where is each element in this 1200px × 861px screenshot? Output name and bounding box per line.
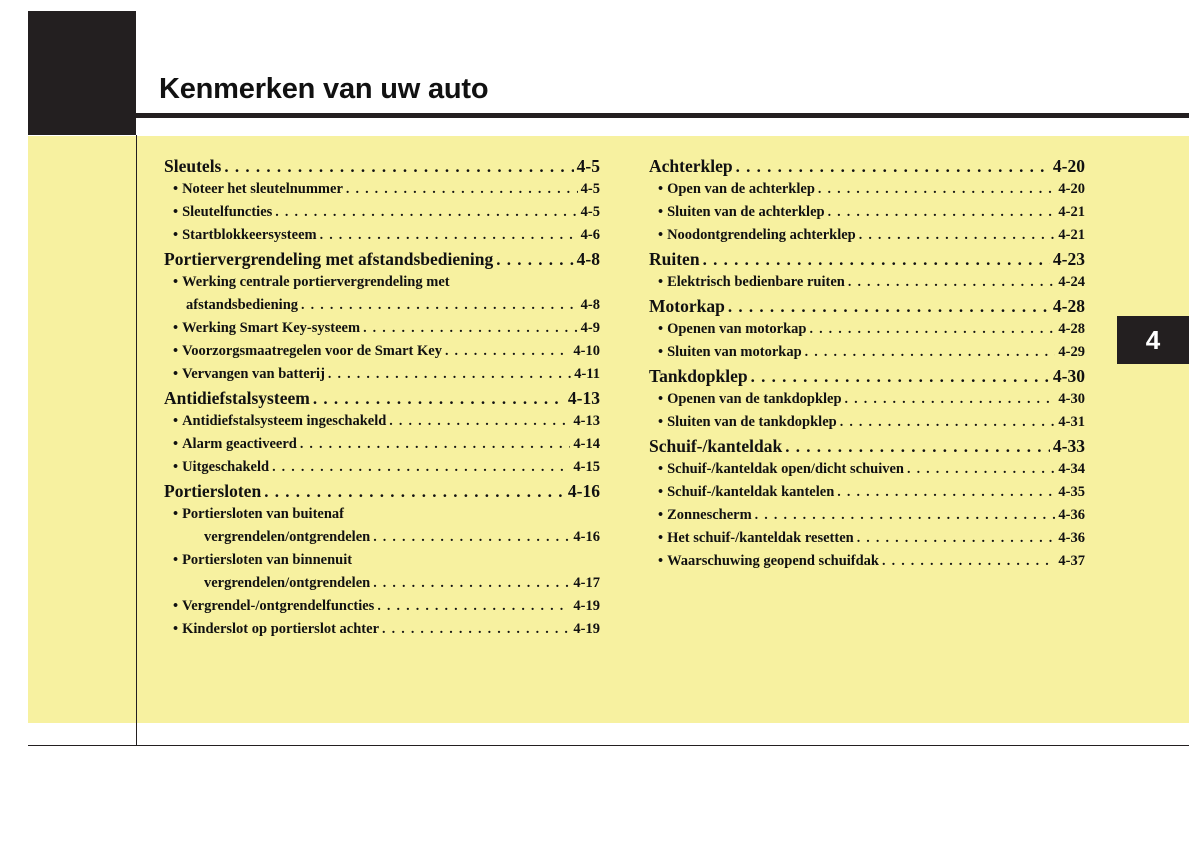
toc-entry-label: Portiersloten (164, 481, 262, 501)
toc-page-number: 4-21 (1058, 227, 1085, 243)
toc-subentry[interactable]: • Open van de achterklep . . . 4-20 (649, 178, 1085, 201)
title-rule (136, 113, 1189, 118)
toc-subentry[interactable]: • Startblokkeersysteem . . . 4-6 (164, 224, 600, 247)
toc-subentry-label: Het schuif-/kanteldak resetten (667, 530, 854, 546)
toc-subentry[interactable]: • Openen van motorkap . . . 4-28 (649, 318, 1085, 341)
toc-page-number: 4-5 (580, 181, 600, 197)
toc-subentry[interactable]: • Schuif-/kanteldak kantelen . . . 4-35 (649, 481, 1085, 504)
toc-page-number: 4-6 (580, 227, 600, 243)
toc-subentry-label: Noodontgrendeling achterklep (667, 227, 856, 243)
toc-subentry-label: Portiersloten van binnenuit (182, 552, 353, 568)
toc-entry-label: Achterklep (649, 156, 733, 176)
toc-page-number: 4-34 (1058, 461, 1085, 477)
toc-subentry[interactable]: • Vergrendel-/ontgrendelfuncties . . . 4-19 (164, 595, 600, 618)
toc-entry[interactable] (649, 154, 1085, 178)
toc-entry[interactable] (164, 479, 600, 503)
toc-entry[interactable] (164, 154, 600, 178)
toc-page-number: 4-14 (573, 436, 600, 452)
toc-subentry[interactable]: • Alarm geactiveerd . . . 4-14 (164, 433, 600, 456)
toc-subentry-label: Schuif-/kanteldak open/dicht schuiven (667, 461, 904, 477)
toc-page-number: 4-28 (1052, 296, 1085, 316)
toc-entry-label: Motorkap (649, 296, 725, 316)
toc-entry-label: Schuif-/kanteldak (649, 436, 783, 456)
toc-entry[interactable] (164, 247, 600, 271)
toc-entry-label: Sleutels (164, 156, 222, 176)
toc-subentry-label: Elektrisch bedienbare ruiten (667, 274, 845, 290)
toc-page-number: 4-5 (576, 156, 600, 176)
toc-page-number: 4-30 (1052, 366, 1085, 386)
toc-subentry-label: Alarm geactiveerd (182, 436, 297, 452)
toc-subentry[interactable]: • Sluiten van de achterklep . . . 4-21 (649, 201, 1085, 224)
toc-page-number: 4-19 (573, 621, 600, 637)
toc-page-number: 4-23 (1052, 249, 1085, 269)
toc-page-number: 4-30 (1058, 391, 1085, 407)
toc-entry[interactable] (649, 434, 1085, 458)
toc-subentry-label: Portiersloten van buitenaf (182, 506, 344, 522)
toc-page-number: 4-36 (1058, 507, 1085, 523)
toc-page-number: 4-33 (1052, 436, 1085, 456)
toc-page-number: 4-36 (1058, 530, 1085, 546)
toc-subentry[interactable]: • Vervangen van batterij . . . 4-11 (164, 363, 600, 386)
toc-subentry-label: Openen van motorkap (667, 321, 807, 337)
toc-subentry[interactable]: • Sluiten van de tankdopklep . . . 4-31 (649, 411, 1085, 434)
toc-entry[interactable] (649, 294, 1085, 318)
toc-subentry-label: Openen van de tankdopklep (667, 391, 842, 407)
toc-subentry[interactable]: • Openen van de tankdopklep . . . 4-30 (649, 388, 1085, 411)
toc-subentry-label: Sluiten van de tankdopklep (667, 414, 837, 430)
toc-subentry-label: afstandsbediening (186, 297, 299, 313)
toc-page-number: 4-17 (573, 575, 600, 591)
toc-subentry[interactable]: • Noteer het sleutelnummer . . . 4-5 (164, 178, 600, 201)
toc-subentry[interactable]: • Uitgeschakeld . . . 4-15 (164, 456, 600, 479)
toc-page-number: 4-8 (576, 249, 600, 269)
toc-subentry-label: vergrendelen/ontgrendelen (204, 529, 371, 545)
chapter-tab[interactable]: 4 (1117, 316, 1189, 364)
toc-subentry-label: Vergrendel-/ontgrendelfuncties (182, 598, 375, 614)
toc-page-number: 4-20 (1052, 156, 1085, 176)
vertical-rule (136, 135, 137, 746)
toc-subentry[interactable]: • Zonnescherm . . . 4-36 (649, 504, 1085, 527)
toc-page-number: 4-28 (1058, 321, 1085, 337)
toc-page-number: 4-29 (1058, 344, 1085, 360)
toc-entry[interactable] (649, 364, 1085, 388)
toc-entry[interactable] (649, 247, 1085, 271)
toc-page-number: 4-9 (580, 320, 600, 336)
toc-page-number: 4-35 (1058, 484, 1085, 500)
toc-subentry-label: Voorzorgsmaatregelen voor de Smart Key (182, 343, 442, 359)
toc-subentry[interactable]: • Werking centrale portiervergrendeling met afstandsbediening . . . 4-8 (164, 271, 600, 317)
toc-entry[interactable] (164, 386, 600, 410)
toc-entry-label: Tankdopklep (649, 366, 748, 386)
bottom-rule (28, 745, 1189, 746)
toc-subentry[interactable]: • Werking Smart Key-systeem . . . 4-9 (164, 317, 600, 340)
toc-page-number: 4-21 (1058, 204, 1085, 220)
toc-subentry[interactable]: • Sleutelfuncties . . . 4-5 (164, 201, 600, 224)
toc-entry-label: Portiervergrendeling met afstandsbediening (164, 249, 494, 269)
page-title: Kenmerken van uw auto (159, 73, 489, 105)
toc-subentry[interactable]: • Waarschuwing geopend schuifdak . . . 4-37 (649, 550, 1085, 573)
toc-entry-label: Antidiefstalsysteem (164, 388, 310, 408)
toc-subentry-label: Schuif-/kanteldak kantelen (667, 484, 835, 500)
toc-subentry-label: Werking Smart Key-systeem (182, 320, 361, 336)
toc-subentry-label: Uitgeschakeld (182, 459, 270, 475)
toc-page-number: 4-16 (567, 481, 600, 501)
toc-subentry[interactable]: • Kinderslot op portierslot achter . . . 4-19 (164, 618, 600, 641)
toc-page-number: 4-15 (573, 459, 600, 475)
toc-page-number: 4-19 (573, 598, 600, 614)
toc-subentry[interactable]: • Voorzorgsmaatregelen voor de Smart Key . . . 4-10 (164, 340, 600, 363)
toc-page-number: 4-13 (573, 413, 600, 429)
toc-subentry[interactable]: • Elektrisch bedienbare ruiten . . . 4-24 (649, 271, 1085, 294)
toc-subentry[interactable]: • Portiersloten van buitenaf vergrendelen/ontgrendelen . . . 4-16 (164, 503, 600, 549)
toc-subentry-label: Startblokkeersysteem (182, 227, 317, 243)
toc-subentry-label: Sleutelfuncties (182, 204, 273, 220)
toc-subentry-label: Zonnescherm (667, 507, 752, 523)
toc-page-number: 4-10 (573, 343, 600, 359)
toc-page-number: 4-5 (580, 204, 600, 220)
toc-entry-label: Ruiten (649, 249, 700, 269)
toc-subentry-label: Sluiten van motorkap (667, 344, 802, 360)
toc-subentry[interactable]: • Sluiten van motorkap . . . 4-29 (649, 341, 1085, 364)
toc-subentry-label: Kinderslot op portierslot achter (182, 621, 380, 637)
toc-page-number: 4-24 (1058, 274, 1085, 290)
toc-subentry-label: Noteer het sleutelnummer (182, 181, 343, 197)
toc-page-number: 4-31 (1058, 414, 1085, 430)
toc-subentry[interactable]: • Antidiefstalsysteem ingeschakeld . . . 4-13 (164, 410, 600, 433)
toc-subentry-label: Vervangen van batterij (182, 366, 325, 382)
toc-column-left (164, 154, 600, 641)
toc-page-number: 4-8 (580, 297, 600, 313)
toc-page-number: 4-37 (1058, 553, 1085, 569)
toc-subentry[interactable]: • Noodontgrendeling achterklep . . . 4-21 (649, 224, 1085, 247)
header-block (28, 11, 136, 135)
toc-subentry-label: Open van de achterklep (667, 181, 815, 197)
toc-page-number: 4-16 (573, 529, 600, 545)
toc-column-right (649, 154, 1085, 573)
toc-subentry-label: Werking centrale portiervergrendeling met (182, 274, 450, 290)
toc-page-number: 4-11 (574, 366, 600, 382)
toc-subentry[interactable]: • Het schuif-/kanteldak resetten . . . 4-36 (649, 527, 1085, 550)
toc-subentry-label: Sluiten van de achterklep (667, 204, 825, 220)
toc-page-number: 4-20 (1058, 181, 1085, 197)
toc-subentry-label: Waarschuwing geopend schuifdak (667, 553, 879, 569)
toc-subentry-label: vergrendelen/ontgrendelen (204, 575, 371, 591)
toc-subentry[interactable]: • Portiersloten van binnenuit vergrendelen/ontgrendelen . . . 4-17 (164, 549, 600, 595)
toc-subentry[interactable]: • Schuif-/kanteldak open/dicht schuiven . . . 4-34 (649, 458, 1085, 481)
toc-subentry-label: Antidiefstalsysteem ingeschakeld (182, 413, 387, 429)
toc-page-number: 4-13 (567, 388, 600, 408)
